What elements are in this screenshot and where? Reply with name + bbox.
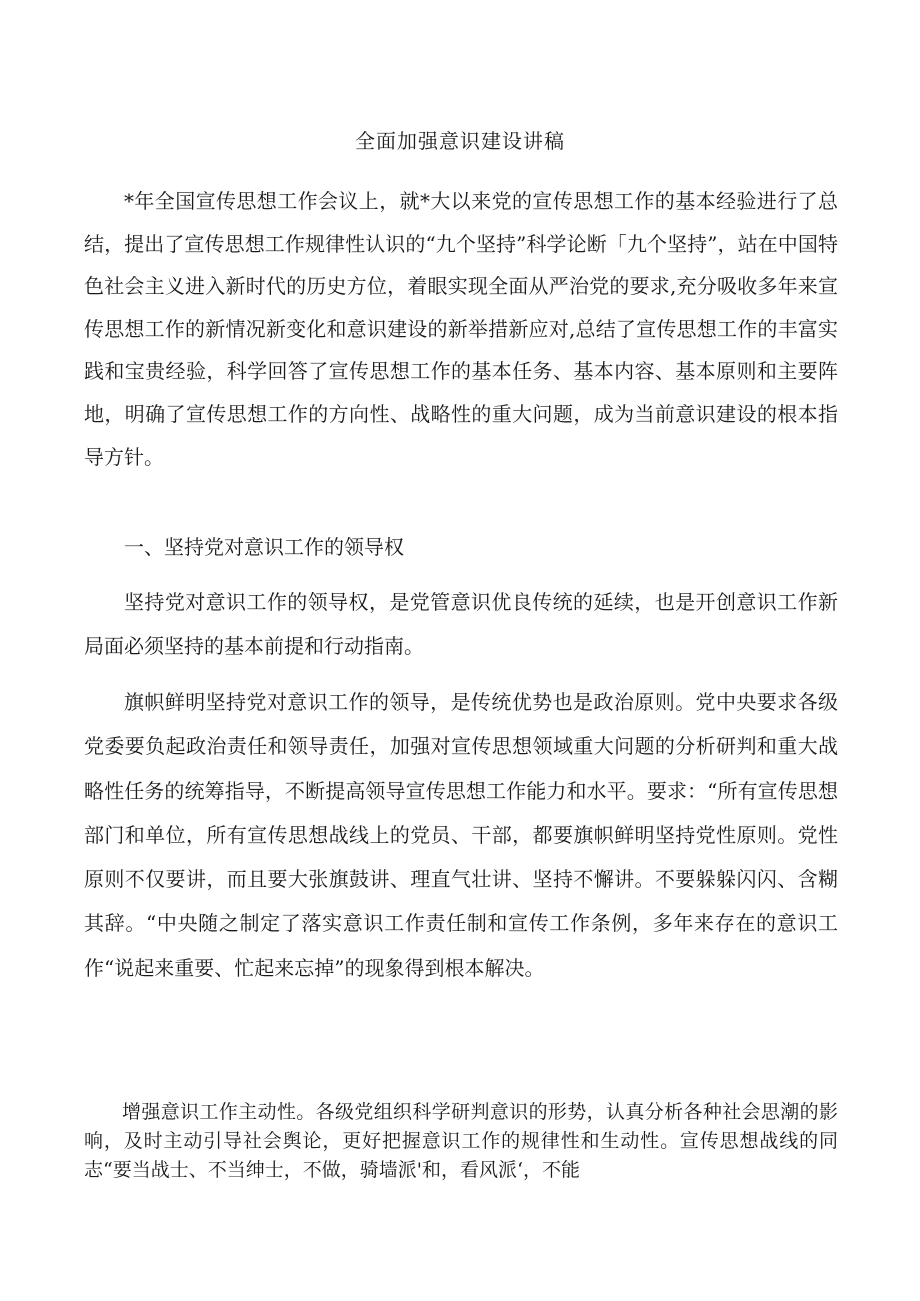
- section-heading-1: 一、坚持党对意识工作的领导权: [124, 535, 404, 559]
- paragraph-intro: *年全国宣传思想工作会议上，就*大以来党的宣传思想工作的基本经验进行了总结，提出了宣传思想工作规律性认识的“九个坚持”科学论断「九个坚持”，站在中国特色社会主义进入新时代的历史方位，着眼实现全面从严治党的要求,充分吸收多年来宣传思想工作的新情况新变化和意识建设的新举措新应对,总结了宣传思想工作的丰富实践和宝贵经验，科学回答了宣传思想工作的基本任务、基本内容、基本原则和主要阵地，明确了宣传思想工作的方向性、战略性的重大问题，成为当前意识建设的根本指导方针。: [84, 189, 838, 469]
- paragraph-leadership: 坚持党对意识工作的领导权，是党管意识优良传统的延续，也是开创意识工作新局面必须坚持的基本前提和行动指南。: [84, 590, 838, 658]
- paragraph-political-principle: 旗帜鲜明坚持党对意识工作的领导，是传统优势也是政治原则。党中央要求各级党委要负起政治责任和领导责任，加强对宣传思想领域重大问题的分析研判和重大战略性任务的统筹指导，不断提高领导宣传思想工作能力和水平。要求：“所有宣传思想部门和单位，所有宣传思想战线上的党员、干部，都要旗帜鲜明坚持党性原则。党性原则不仅要讲，而且要大张旗鼓讲、理直气壮讲、坚持不懈讲。不要躲躲闪闪、含糊其辞。“中央随之制定了落实意识工作责任制和宣传工作条例，多年来存在的意识工作“说起来重要、忙起来忘掉”的现象得到根本解决。: [84, 690, 838, 980]
- document-title: 全面加强意识建设讲稿: [355, 129, 565, 153]
- paragraph-initiative: 增强意识工作主动性。各级党组织科学研判意识的形势，认真分析各种社会思潮的影响，及时主动引导社会舆论，更好把握意识工作的规律性和生动性。宣传思想战线的同志“要当战士、不当绅士，不做，骑墙派'和，看风派‘，不能: [84, 1101, 838, 1181]
